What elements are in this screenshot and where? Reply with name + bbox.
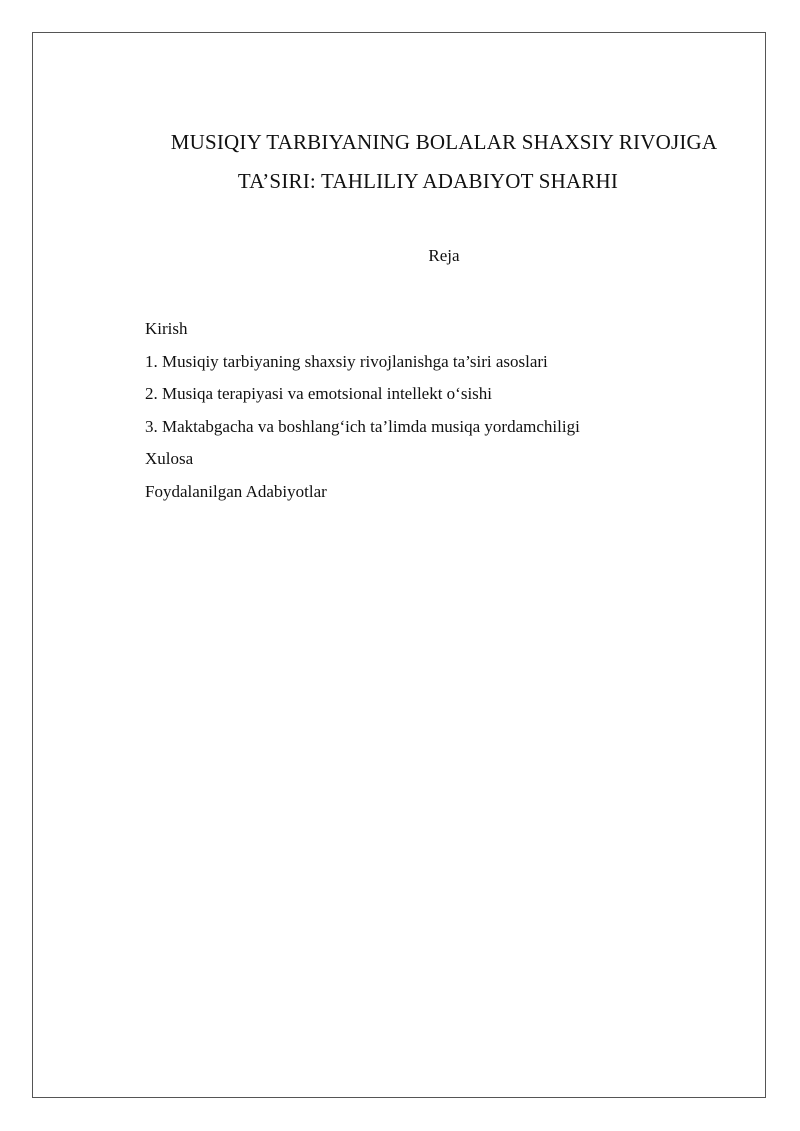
document-title-line-1: MUSIQIY TARBIYANING BOLALAR SHAXSIY RIVOJIGA xyxy=(170,130,718,154)
plan-item-references: Foydalanilgan Adabiyotlar xyxy=(145,481,327,501)
plan-list xyxy=(145,318,580,514)
plan-item-conclusion: Xulosa xyxy=(145,449,194,469)
plan-item-section-2: 2. Musiqa terapiyasi va emotsional intellekt o‘sishi xyxy=(145,384,493,404)
plan-heading: Reja xyxy=(428,246,460,265)
plan-item-section-3: 3. Maktabgacha va boshlang‘ich ta’limda musiqa yordamchiligi xyxy=(145,416,580,436)
plan-item-section-1: 1. Musiqiy tarbiyaning shaxsiy rivojlanishga ta’siri asoslari xyxy=(145,351,548,371)
document-title-line-2: TA’SIRI: TAHLILIY ADABIYOT SHARHI xyxy=(237,169,619,193)
plan-item-introduction: Kirish xyxy=(145,319,188,338)
